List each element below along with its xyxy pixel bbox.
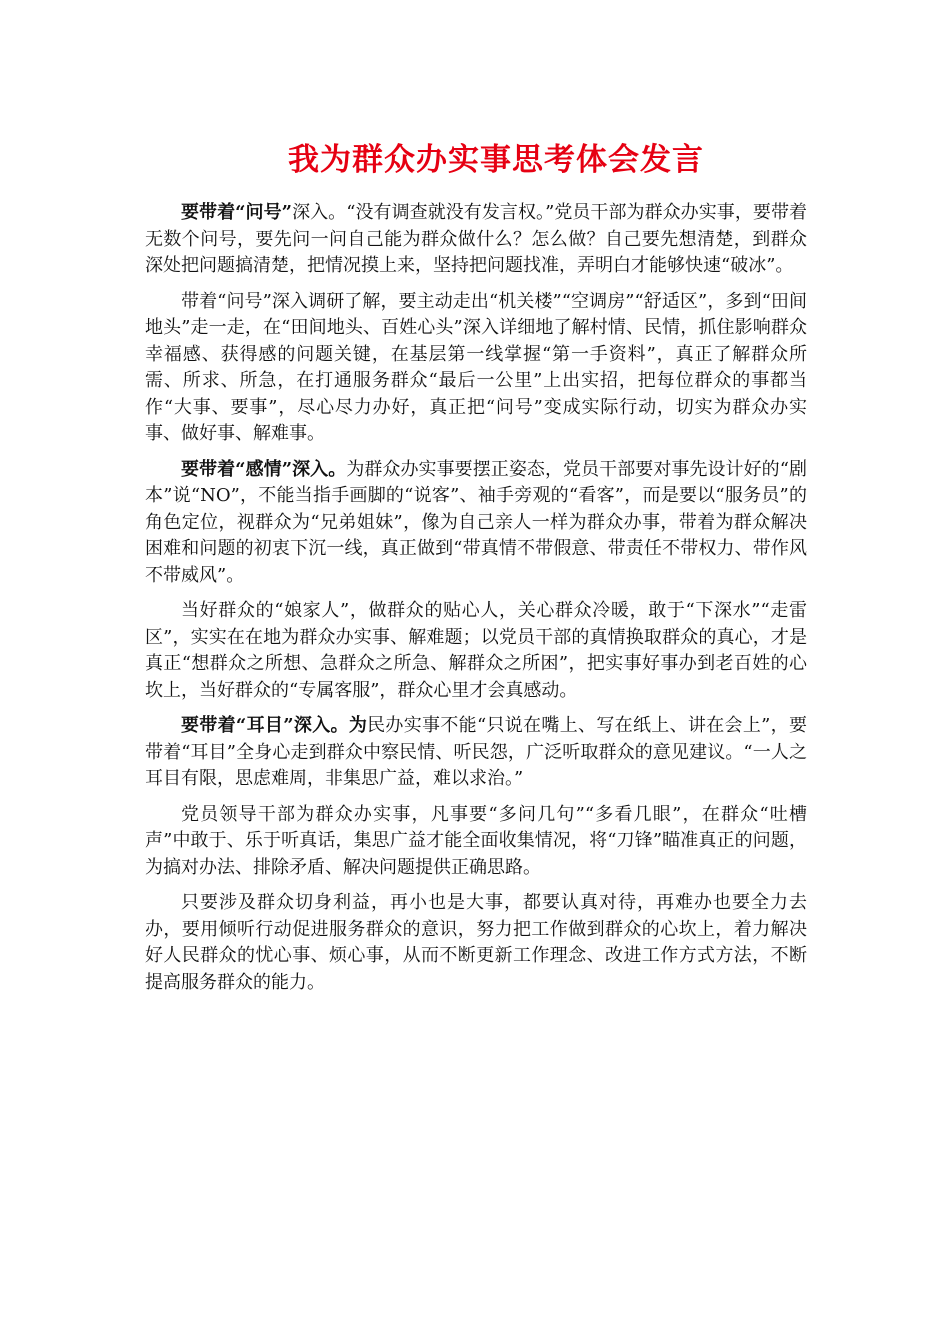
paragraph-text: 只要涉及群众切身利益，再小也是大事，都要认真对待，再难办也要全力去办，要用倾听行动促进服务群众的意识，努力把工作做到群众的心坎上，着力解决好人民群众的忧心事、烦心事，从而不断更新工作理念、改进工作方式方法，不断提高服务群众的能力。 <box>145 892 807 993</box>
paragraph-text: 当好群众的“娘家人”，做群众的贴心人，关心群众冷暖，敢于“下深水”“走雷区”，实实在在地为群众办实事、解难题；以党员干部的真情换取群众的真心，才是真正“想群众之所想、急群众之所急、解群众之所困”，把实事好事办到老百姓的心坎上，当好群众的“专属客服”，群众心里才会真感动。 <box>145 600 807 701</box>
paragraph-text: 党员领导干部为群众办实事，凡事要“多问几句”“多看几眼”，在群众“吐槽声”中敢于、乐于听真话，集思广益才能全面收集情况，将“刀锋”瞄准真正的问题，为搞对办法、排除矛盾、解决问题提供正确思路。 <box>145 803 807 878</box>
paragraph-text: 带着“问号”深入调研了解，要主动走出“机关楼”“空调房”“舒适区”，多到“田间地头”走一走，在“田间地头、百姓心头”深入详细地了解村情、民情，抓住影响群众幸福感、获得感的问题关键，在基层第一线掌握“第一手资料”，真正了解群众所需、所求、所急，在打通服务群众“最后一公里”上出实招，把每位群众的事都当作“大事、要事”，尽心尽力办好，真正把“问号”变成实际行动，切实为群众办实事、做好事、解难事。 <box>145 290 807 444</box>
document-body <box>145 140 807 1005</box>
paragraph-1 <box>145 200 807 280</box>
paragraph-lead: 要带着“耳目”深入。为 <box>181 715 368 736</box>
paragraph-4 <box>145 598 807 704</box>
paragraph-7 <box>145 890 807 996</box>
paragraph-5 <box>145 713 807 793</box>
paragraph-3 <box>145 457 807 590</box>
paragraph-text: 为群众办实事要摆正姿态，党员干部要对事先设计好的“剧本”说“NO”，不能当指手画脚的“说客”、袖手旁观的“看客”，而是要以“服务员”的角色定位，视群众为“兄弟姐妹”，像为自己亲人一样为群众办事，带着为群众解决困难和问题的初衷下沉一线，真正做到“带真情不带假意、带责任不带权力、带作风不带威风”。 <box>145 458 807 586</box>
paragraph-2 <box>145 289 807 448</box>
paragraph-text: 深入。“没有调查就没有发言权。”党员干部为群众办实事，要带着无数个问号，要先问一问自己能为群众做什么？怎么做？自己要先想清楚，到群众深处把问题搞清楚，把情况摸上来，坚持把问题找准，弄明白才能够快速“破冰”。 <box>145 202 807 276</box>
paragraph-lead: 要带着“问号” <box>181 202 293 223</box>
paragraph-6 <box>145 802 807 882</box>
document-title: 我为群众办实事思考体会发言 <box>288 142 704 178</box>
paragraph-lead: 要带着“感情”深入。 <box>181 458 347 480</box>
paragraph-text: 民办实事不能“只说在嘴上、写在纸上、讲在会上”，要带着“耳目”全身心走到群众中察民情、听民怨，广泛听取群众的意见建议。“一人之耳目有限，思虑难周，非集思广益，难以求治。” <box>145 715 807 789</box>
